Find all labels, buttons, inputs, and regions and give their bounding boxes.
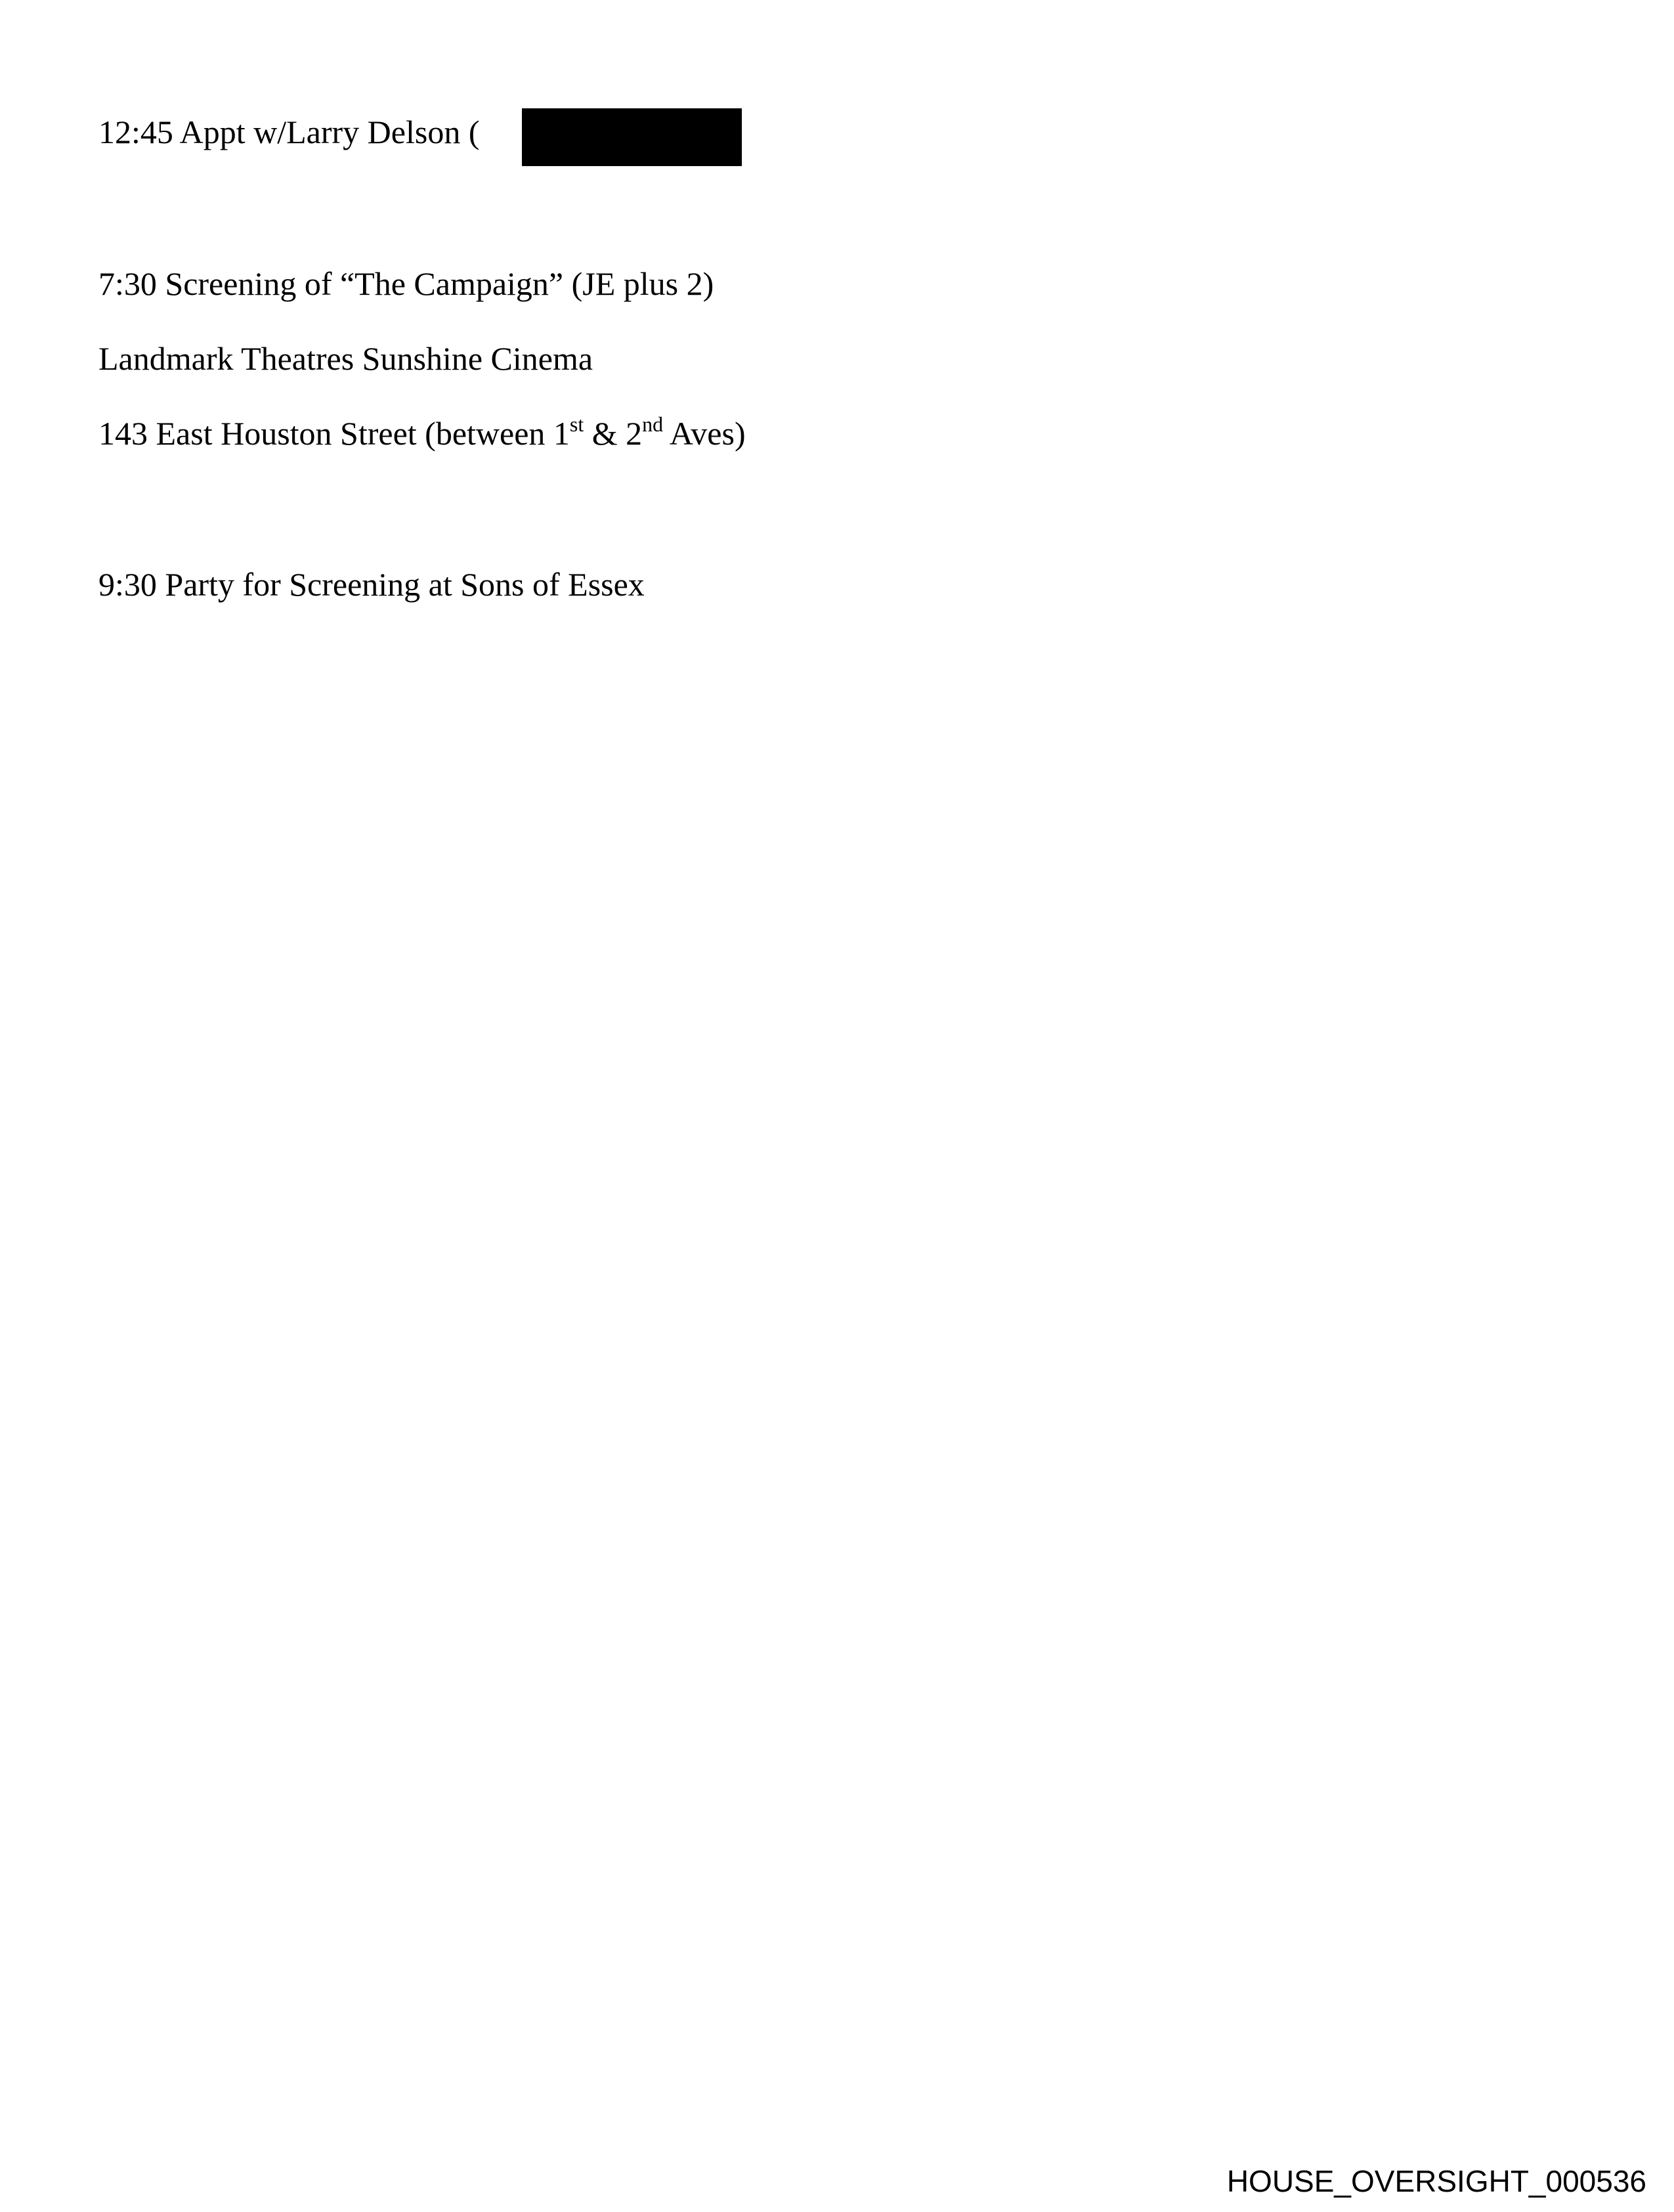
party-line: 9:30 Party for Screening at Sons of Essex <box>98 566 645 603</box>
address-part-3: Aves) <box>663 415 746 452</box>
address-part-2: & 2 <box>584 415 643 452</box>
redaction-box <box>522 108 742 166</box>
address-superscript-1: st <box>569 412 584 436</box>
screening-line: 7:30 Screening of “The Campaign” (JE plus 2) <box>98 265 714 302</box>
appointment-line <box>98 112 479 152</box>
address-part-1: 143 East Houston Street (between 1 <box>98 415 570 452</box>
bates-number: HOUSE_OVERSIGHT_000536 <box>1226 2164 1646 2198</box>
address-superscript-2: nd <box>642 412 664 436</box>
address-line <box>98 414 746 453</box>
venue-line: Landmark Theatres Sunshine Cinema <box>98 340 593 377</box>
appointment-text: 12:45 Appt w/Larry Delson ( <box>98 114 480 150</box>
